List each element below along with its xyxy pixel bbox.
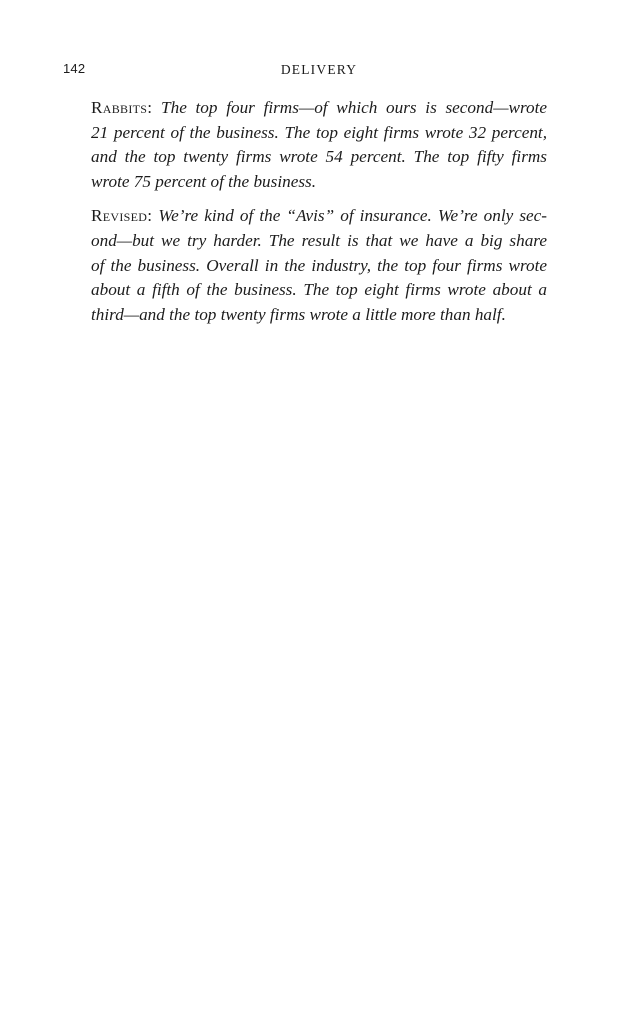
text-line: third—and the top twenty firms wrote a little more than half. <box>91 304 506 324</box>
paragraph-rabbits <box>91 96 547 194</box>
paragraph-revised <box>91 204 547 327</box>
running-head: DELIVERY <box>280 62 358 77</box>
paragraph-label: Rabbits: <box>91 98 153 117</box>
body-text <box>91 96 547 337</box>
text-line-content: We’re kind of the “Avis” of insurance. We’re only sec- <box>158 206 547 226</box>
text-line: about a fifth of the business. The top eight firms wrote about a <box>91 280 547 300</box>
text-line: 21 percent of the business. The top eight firms wrote 32 percent, <box>91 122 547 142</box>
text-line-content: The top four firms—of which ours is second—wrote <box>161 98 548 117</box>
text-line: and the top twenty firms wrote 54 percent. The top fifty firms <box>91 147 547 167</box>
text-line: ond—but we try harder. The result is that we have a big share <box>91 230 547 250</box>
paragraph-label: Revised: <box>91 206 153 226</box>
page-number: 142 <box>63 61 86 76</box>
text-line: wrote 75 percent of the business. <box>91 171 316 191</box>
text-line <box>91 204 547 229</box>
text-line: of the business. Overall in the industry, the top four firms wrote <box>91 255 547 275</box>
text-line <box>91 96 547 121</box>
